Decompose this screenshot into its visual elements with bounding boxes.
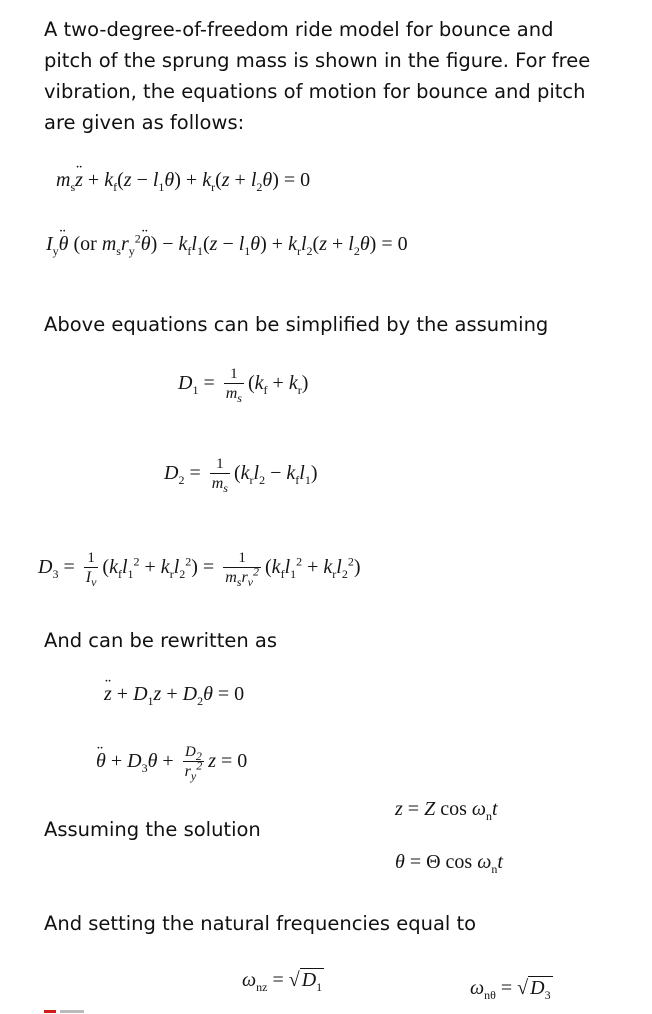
d2-definition: $D_2$ = $\frac{1}{m_s}$ $(k_rl_2 - k_fl_1)$ [164, 456, 318, 496]
bounce-equation: $m_s¨$ $z + k_f(z - l_1\theta) + k_r(z + l_2\theta) = 0$ [56, 168, 310, 192]
rewritten-pitch-equation: ¨ $\theta + D_3\theta$ + $\frac{D_2}{r_y^2}$ z = 0 [96, 744, 247, 781]
d3-definition: $D_3$ = $\frac{1}{I_v}$ $(k_fl_1^2 + k_rl_2^2)$ = $\frac{1}{m_sr_v^2}$ $(k_fl_1^2 + k_rl_2^2)$ [38, 550, 361, 590]
omega-nz-equation: $\omega_{nz}$ = √ $D_1$ [242, 969, 323, 994]
simplify-text: Above equations can be simplified by the assuming [44, 313, 549, 336]
solution-theta: θ = Θ $\cos \omega_nt$ [395, 851, 503, 876]
rewritten-text: And can be rewritten as [44, 629, 278, 652]
pitch-equation: $I_y¨$ θ (or $m_sr_y^2¨$ $\theta) - k_fl_1(z - l_1\theta) + k_rl_2(z + l_2\theta) = 0$ [46, 232, 408, 256]
natural-frequencies-text: And setting the natural frequencies equal to [44, 912, 477, 935]
d1-definition: $D_1$ = $\frac{1}{m_s}$ $(k_f + k_r)$ [178, 366, 309, 406]
intro-paragraph: A two-degree-of-freedom ride model for bounce and pitch of the sprung mass is shown in the figure. For free vibration, the equations of motion for bounce and pitch are given as follows: [44, 18, 591, 134]
omega-ntheta-equation: $\omega_{n\theta}$ = √ $D_3$ [470, 977, 551, 1002]
solution-z: z = Z $\cos \omega_nt$ [395, 798, 498, 823]
cut-off-next-line [44, 1006, 86, 1014]
rewritten-bounce-equation: ¨ $z + D_1z + D_2\theta = 0$ [104, 682, 244, 706]
solution-text: Assuming the solution [44, 818, 261, 841]
